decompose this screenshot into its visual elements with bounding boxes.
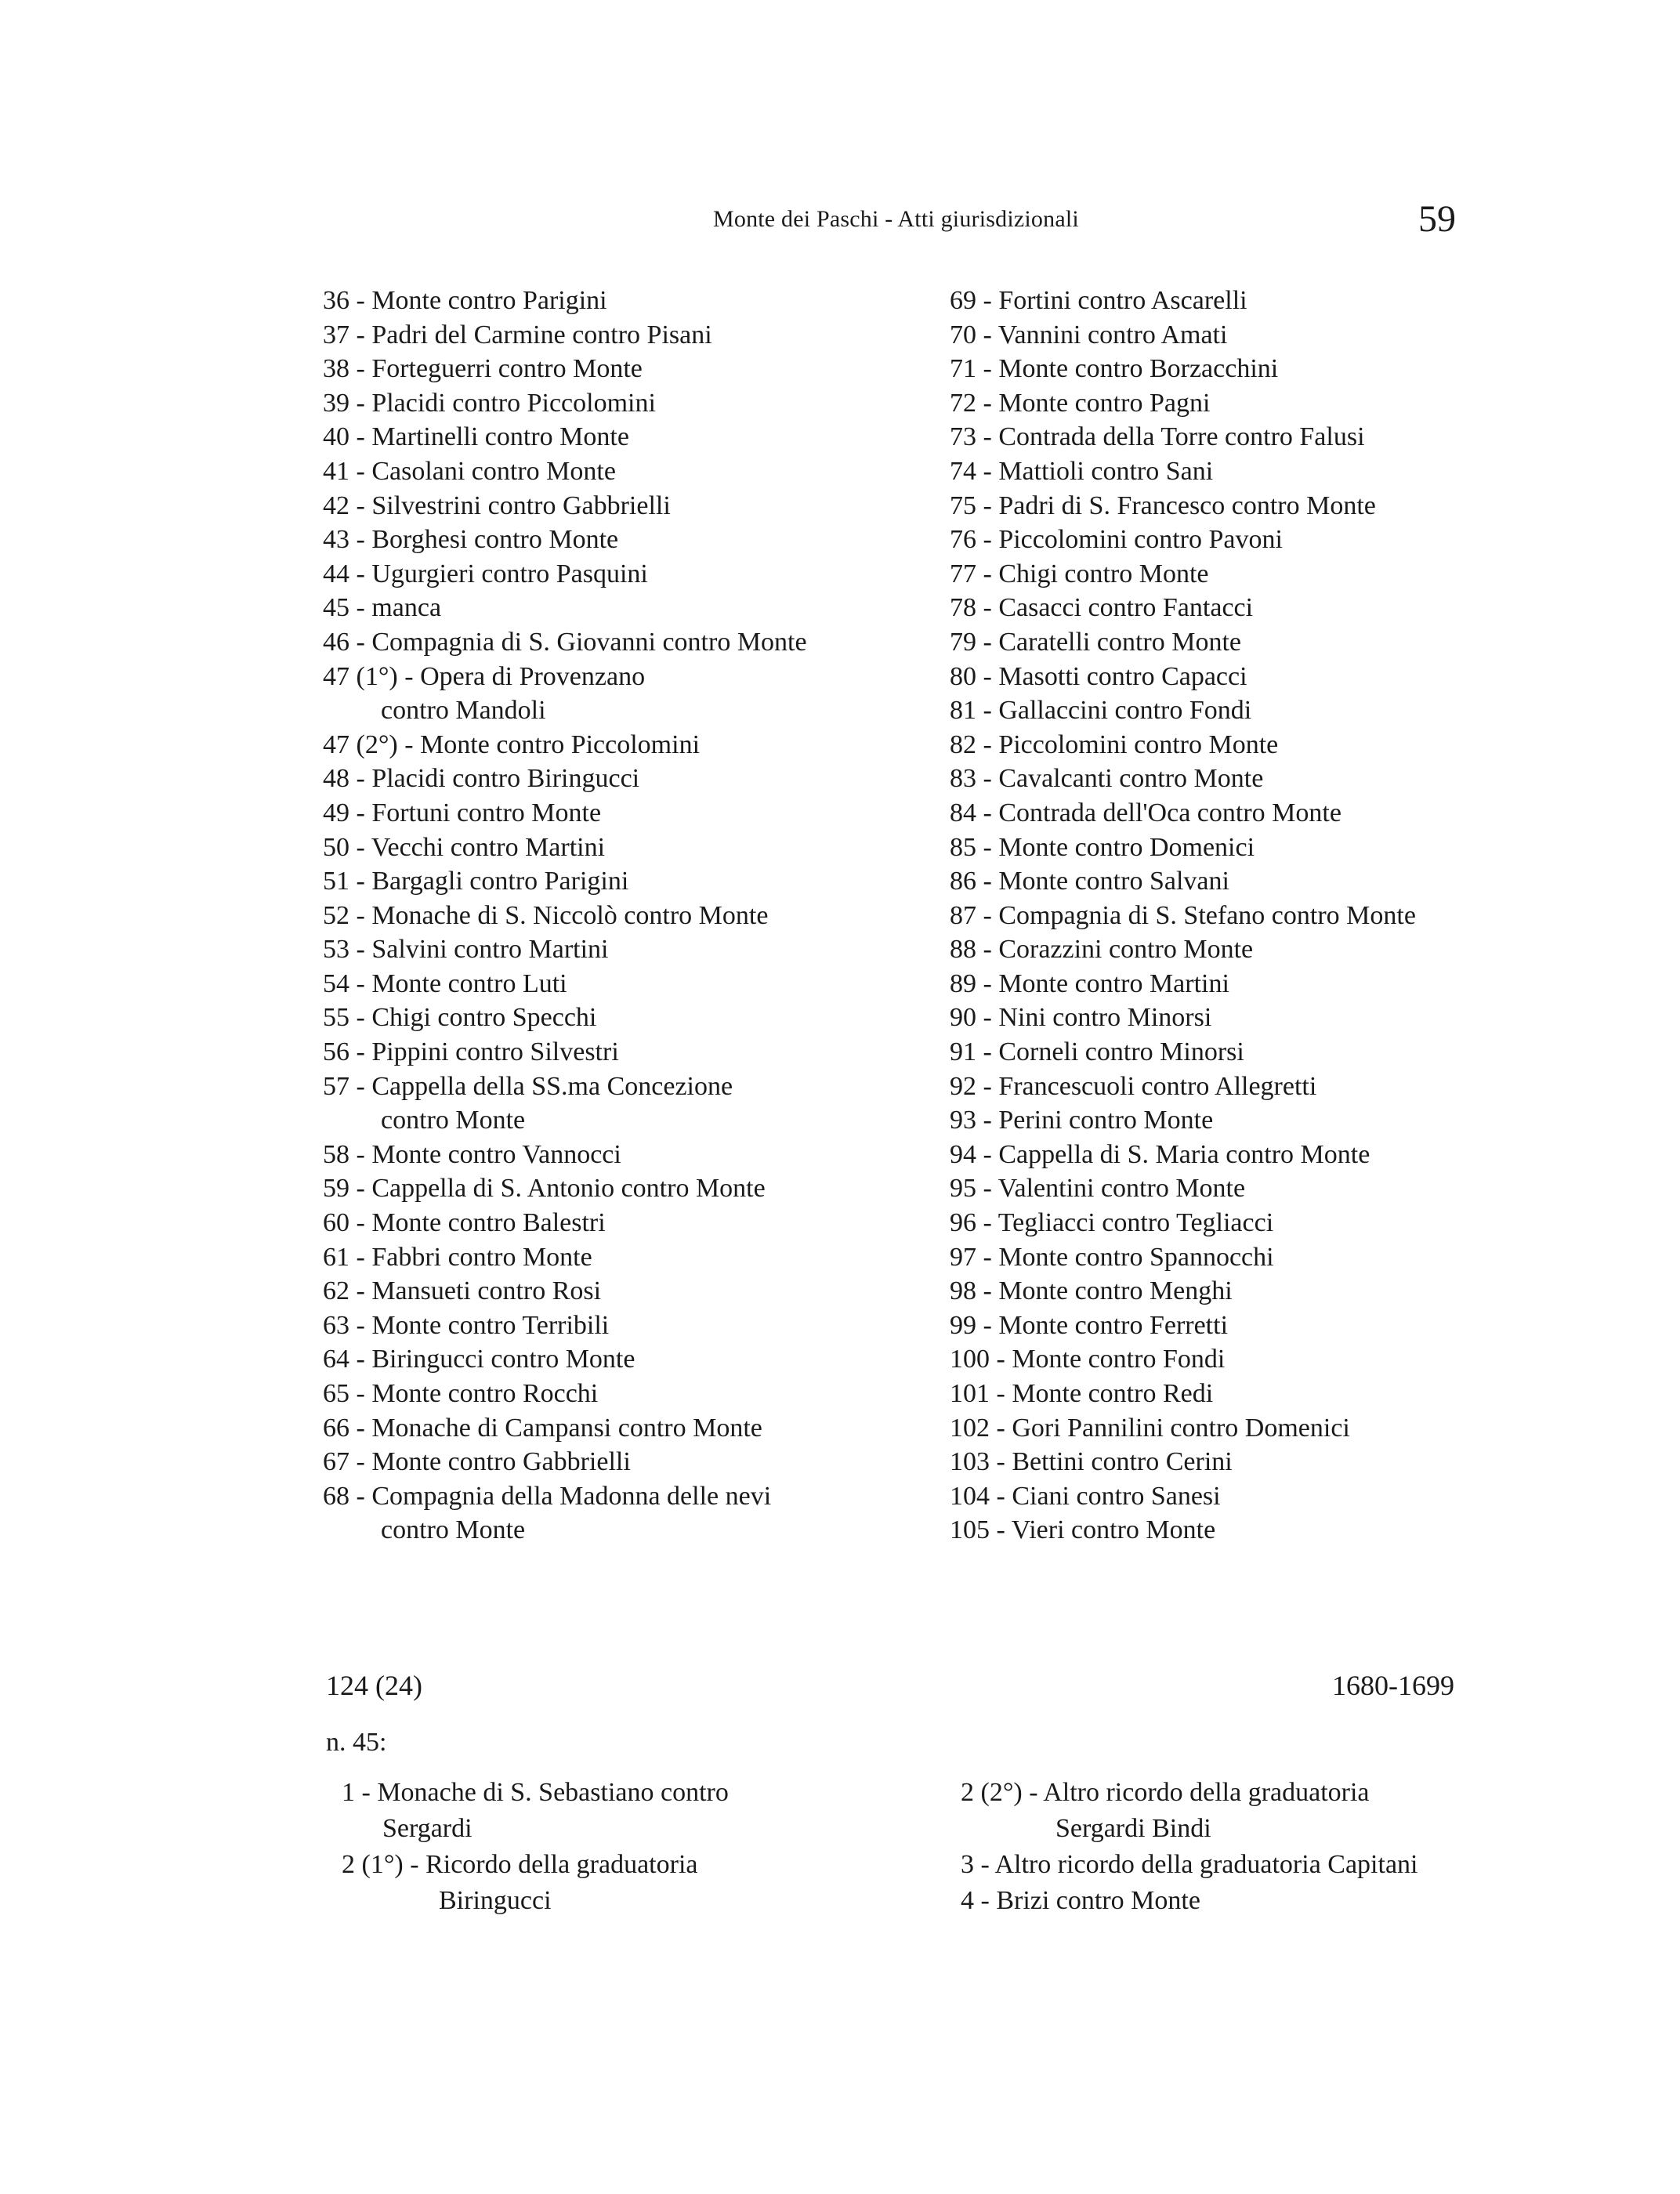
list-item: 90 - Nini contro Minorsi [950,1003,1212,1033]
list-item: 101 - Monte contro Redi [950,1379,1214,1408]
list-item: 102 - Gori Pannilini contro Domenici [950,1413,1350,1443]
list-item: 68 - Compagnia della Madonna delle nevi [323,1481,772,1511]
list-item: 50 - Vecchi contro Martini [323,832,606,862]
list-item: 96 - Tegliacci contro Tegliacci [950,1208,1274,1238]
list-item: 65 - Monte contro Rocchi [323,1379,599,1408]
list-item: 67 - Monte contro Gabbrielli [323,1447,631,1477]
list-item: 82 - Piccolomini contro Monte [950,730,1279,759]
list-item: 94 - Cappella di S. Maria contro Monte [950,1139,1370,1169]
list-item: 56 - Pippini contro Silvestri [323,1037,619,1067]
list-item: 104 - Ciani contro Sanesi [950,1481,1221,1511]
list-item: 77 - Chigi contro Monte [950,559,1209,588]
list-item: 64 - Biringucci contro Monte [323,1345,635,1374]
list-item: 2 (2°) - Altro ricordo della graduatoria [961,1778,1370,1807]
list-item: 41 - Casolani contro Monte [323,456,616,486]
page-number: 59 [1418,198,1456,240]
list-item: 97 - Monte contro Spannocchi [950,1242,1274,1272]
list-item: 83 - Cavalcanti contro Monte [950,764,1264,794]
list-item: 47 (1°) - Opera di Provenzano [323,661,646,691]
list-item-continuation: contro Mandoli [381,696,546,726]
list-item: 89 - Monte contro Martini [950,968,1229,998]
list-item: 73 - Contrada della Torre contro Falusi [950,422,1365,452]
list-item: 87 - Compagnia di S. Stefano contro Monte [950,900,1416,930]
list-item: 40 - Martinelli contro Monte [323,422,629,452]
list-item: 47 (2°) - Monte contro Piccolomini [323,730,701,759]
list-item: 85 - Monte contro Domenici [950,832,1255,862]
list-item: 48 - Placidi contro Biringucci [323,764,640,794]
list-item-continuation: Sergardi [382,1814,472,1843]
section-dates: 1680-1699 [1332,1670,1454,1701]
list-item: 98 - Monte contro Menghi [950,1276,1233,1306]
list-item: 2 (1°) - Ricordo della graduatoria [342,1850,698,1879]
list-item: 69 - Fortini contro Ascarelli [950,286,1247,315]
list-item: 52 - Monache di S. Niccolò contro Monte [323,900,769,930]
list-item: 76 - Piccolomini contro Pavoni [950,525,1283,555]
list-item: 4 - Brizi contro Monte [961,1886,1200,1915]
list-item: 81 - Gallaccini contro Fondi [950,696,1252,726]
list-item: 59 - Cappella di S. Antonio contro Monte [323,1174,766,1204]
list-item: 63 - Monte contro Terribili [323,1310,610,1340]
list-item: 61 - Fabbri contro Monte [323,1242,592,1272]
list-item: 79 - Caratelli contro Monte [950,627,1242,657]
list-item: 72 - Monte contro Pagni [950,388,1211,418]
page-header-title: Monte dei Paschi - Atti giurisdizionali [713,206,1079,232]
list-item: 95 - Valentini contro Monte [950,1174,1246,1204]
list-item: 103 - Bettini contro Cerini [950,1447,1233,1477]
list-item: 39 - Placidi contro Piccolomini [323,388,656,418]
section-id: 124 (24) [326,1670,422,1701]
list-item-continuation: contro Monte [381,1515,526,1545]
list-item: 53 - Salvini contro Martini [323,935,609,965]
section-note: n. 45: [326,1728,387,1757]
list-item: 88 - Corazzini contro Monte [950,935,1254,965]
list-item: 51 - Bargagli contro Parigini [323,867,629,896]
list-item: 37 - Padri del Carmine contro Pisani [323,320,712,349]
left-entry-list [323,284,807,1548]
list-item: 92 - Francescuoli contro Allegretti [950,1071,1317,1101]
list-item: 105 - Vieri contro Monte [950,1515,1216,1545]
list-item: 38 - Forteguerri contro Monte [323,354,643,384]
list-item: 58 - Monte contro Vannocci [323,1139,621,1169]
list-item: 75 - Padri di S. Francesco contro Monte [950,491,1376,520]
list-item: 49 - Fortuni contro Monte [323,798,602,827]
list-item: 42 - Silvestrini contro Gabbrielli [323,491,671,520]
list-item: 60 - Monte contro Balestri [323,1208,606,1238]
list-item-continuation: Biringucci [439,1886,552,1915]
list-item: 45 - manca [323,593,442,623]
list-item: 62 - Mansueti contro Rosi [323,1276,602,1306]
list-item: 93 - Perini contro Monte [950,1106,1214,1135]
list-item-continuation: contro Monte [381,1106,526,1135]
list-item: 57 - Cappella della SS.ma Concezione [323,1071,733,1101]
list-item: 1 - Monache di S. Sebastiano contro [342,1778,729,1807]
list-item-continuation: Sergardi Bindi [1055,1814,1211,1843]
list-item: 36 - Monte contro Parigini [323,286,607,315]
list-item: 54 - Monte contro Luti [323,968,567,998]
list-item: 80 - Masotti contro Capacci [950,661,1247,691]
list-item: 100 - Monte contro Fondi [950,1345,1226,1374]
section-left-list [342,1775,729,1919]
right-entry-list [950,284,1416,1548]
list-item: 44 - Ugurgieri contro Pasquini [323,559,648,588]
list-item: 84 - Contrada dell'Oca contro Monte [950,798,1341,827]
list-item: 55 - Chigi contro Specchi [323,1003,597,1033]
list-item: 99 - Monte contro Ferretti [950,1310,1229,1340]
list-item: 3 - Altro ricordo della graduatoria Capitani [961,1850,1418,1879]
list-item: 46 - Compagnia di S. Giovanni contro Monte [323,627,807,657]
list-item: 74 - Mattioli contro Sani [950,456,1214,486]
list-item: 43 - Borghesi contro Monte [323,525,619,555]
list-item: 91 - Corneli contro Minorsi [950,1037,1244,1067]
list-item: 86 - Monte contro Salvani [950,867,1229,896]
list-item: 78 - Casacci contro Fantacci [950,593,1254,623]
list-item: 71 - Monte contro Borzacchini [950,354,1279,384]
section-right-list [961,1775,1418,1919]
list-item: 66 - Monache di Campansi contro Monte [323,1413,762,1443]
list-item: 70 - Vannini contro Amati [950,320,1228,349]
